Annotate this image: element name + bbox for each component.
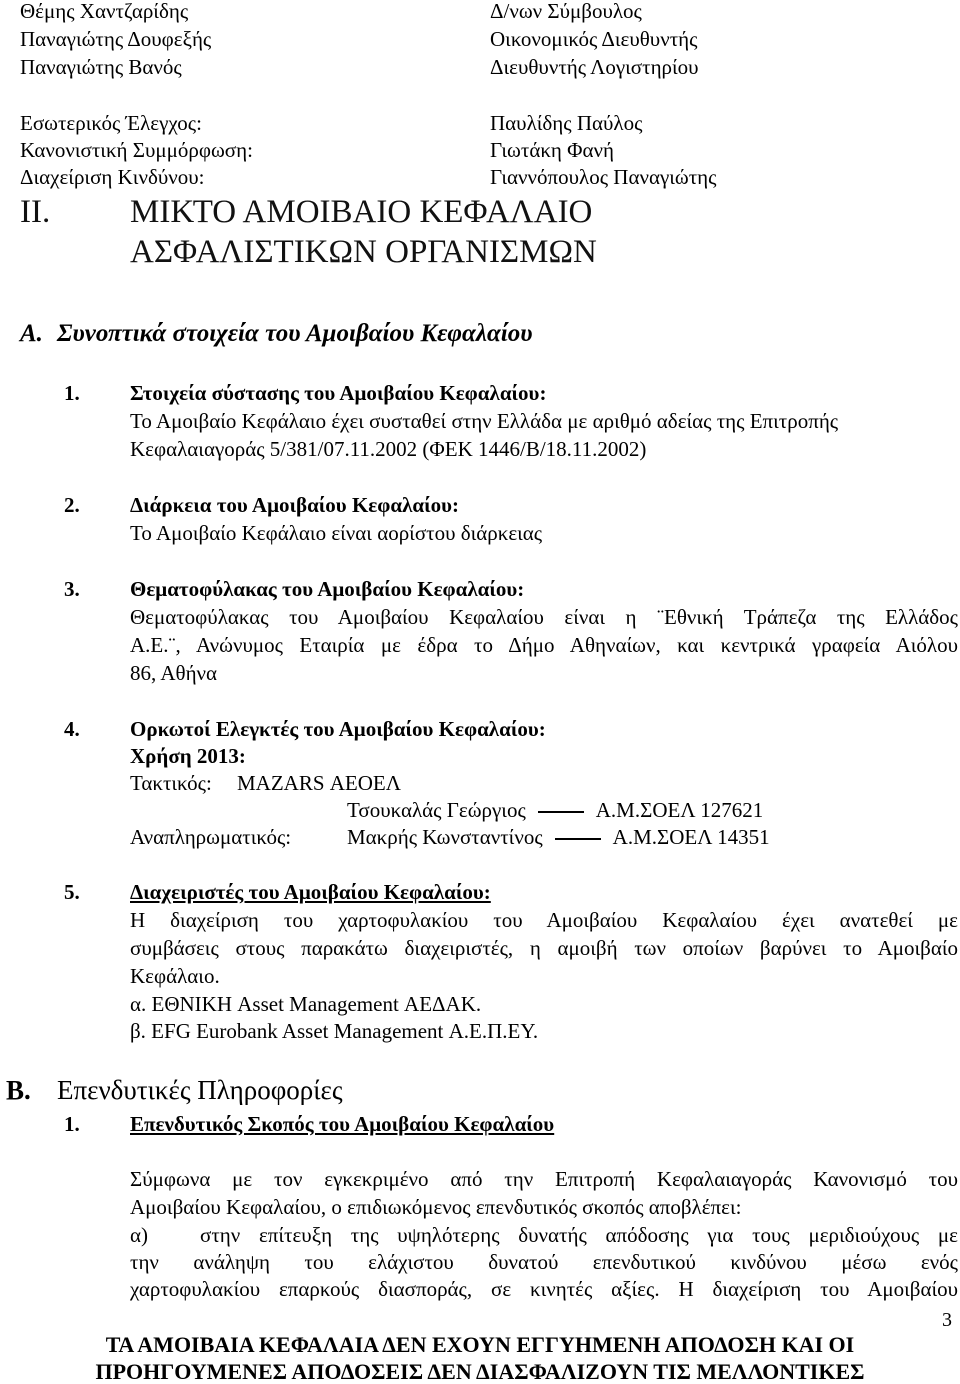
item3-line1: Θεματοφύλακας του Αμοιβαίου Κεφαλαίου είναι η ¨Εθνική Τράπεζα της Ελλάδος [130,605,958,629]
item2-number: 2. [64,493,80,517]
item5-number: 5. [64,880,80,904]
b1-a-line3: χαρτοφυλακίου επαρκούς διασποράς, σε κινητές αξίες. Η διαχείριση του Αμοιβαίου [130,1277,958,1301]
alternate-auditor-label: Αναπληρωματικός: [130,825,292,849]
alternate-auditor-name: Μακρής Κωνσταντίνος [347,825,543,849]
control-label-2: Κανονιστική Συμμόρφωση: [20,138,253,162]
item5-heading: Διαχειριστές του Αμοιβαίου Κεφαλαίου: [130,880,491,904]
section-ii-number: II. [20,194,51,230]
item3-number: 3. [64,577,80,601]
section-b-label: Β. [6,1075,31,1105]
control-label-1: Εσωτερικός Έλεγχος: [20,111,202,135]
control-person-1: Παυλίδης Παύλος [490,111,643,135]
footer-disclaimer-line2: ΠΡΟΗΓΟΥΜΕΝΕΣ ΑΠΟΔΟΣΕΙΣ ΔΕΝ ΔΙΑΣΦΑΛΙΖΟΥΝ ΤΙΣ ΜΕΛΛΟΝΤΙΚΕΣ [95,1359,865,1384]
item4-year: Χρήση 2013: [130,744,246,768]
item3-line3: 86, Αθήνα [130,661,218,685]
item1-heading: Στοιχεία σύστασης του Αμοιβαίου Κεφαλαίου: [130,381,547,405]
alternate-auditor-registration: Α.Μ.ΣΟΕΛ 14351 [612,825,770,849]
item1-number: 1. [64,381,80,405]
board-role-2: Οικονομικός Διευθυντής [490,27,698,51]
dash-separator [538,811,584,813]
section-ii-title-line2: ΑΣΦΑΛΙΣΤΙΚΩΝ ΟΡΓΑΝΙΣΜΩΝ [130,234,597,270]
regular-auditor-registration: Α.Μ.ΣΟΕΛ 127621 [595,798,764,822]
item5-line2: συμβάσεις στους παρακάτω διαχειριστές, η αμοιβή των οποίων βαρύνει το Αμοιβαίο [130,936,958,960]
board-role-3: Διευθυντής Λογιστηρίου [490,55,699,79]
item1-line2: Κεφαλαιαγοράς 5/381/07.11.2002 (ΦΕΚ 1446/Β/18.11.2002) [130,437,647,461]
page-number: 3 [942,1309,952,1331]
board-name-2: Παναγιώτης Δουφεξής [20,27,212,51]
control-person-2: Γιωτάκη Φανή [490,138,614,162]
regular-auditor-label: Τακτικός: [130,771,212,795]
regular-auditor-row [347,799,763,822]
item4-number: 4. [64,717,80,741]
b1-a-line2: την ανάληψη του ελάχιστου δυνατού επενδυτικού κινδύνου μέσω ενός [130,1250,958,1274]
alternate-auditor-row [347,826,770,849]
dash-separator [555,838,601,840]
item5-line1: Η διαχείριση του χαρτοφυλακίου του Αμοιβαίου Κεφαλαίου έχει ανατεθεί με [130,908,958,932]
b1-a-label: α) [130,1223,148,1247]
board-name-1: Θέμης Χαντζαρίδης [20,0,189,23]
board-role-1: Δ/νων Σύμβουλος [490,0,642,23]
item2-heading: Διάρκεια του Αμοιβαίου Κεφαλαίου: [130,493,460,517]
regular-auditor-firm: MAZARS ΑΕΟΕΛ [237,771,401,795]
regular-auditor-name: Τσουκαλάς Γεώργιος [347,798,526,822]
b1-line2: Αμοιβαίου Κεφαλαίου, ο επιδιωκόμενος επενδυτικός σκοπός αποβλέπει: [130,1195,742,1219]
item1-line1: Το Αμοιβαίο Κεφάλαιο έχει συσταθεί στην Ελλάδα με αριθμό αδείας της Επιτροπής [130,409,839,433]
item3-line2: Α.Ε.¨, Ανώνυμος Εταιρία με έδρα το Δήμο Αθηναίων, και κεντρικά γραφεία Αιόλου [130,633,958,657]
item3-heading: Θεματοφύλακας του Αμοιβαίου Κεφαλαίου: [130,577,525,601]
section-b-title: Επενδυτικές Πληροφορίες [57,1075,343,1105]
board-name-3: Παναγιώτης Βανός [20,55,182,79]
item5-line3: Κεφάλαιο. [130,964,220,988]
b1-line1: Σύμφωνα με τον εγκεκριμένο από την Επιτροπή Κεφαλαιαγοράς Κανονισμό του [130,1167,958,1191]
control-person-3: Γιαννόπουλος Παναγιώτης [490,165,717,189]
section-ii-title-line1: ΜΙΚΤΟ ΑΜΟΙΒΑΙΟ ΚΕΦΑΛΑΙΟ [130,194,593,230]
b1-a-line1: στην επίτευξη της υψηλότερης δυνατής απόδοσης για τους μεριδιούχους με [200,1223,958,1247]
footer-disclaimer-line1: ΤΑ ΑΜΟΙΒΑΙΑ ΚΕΦΑΛΑΙΑ ΔΕΝ ΕΧΟΥΝ ΕΓΓΥΗΜΕΝΗ ΑΠΟΔΟΣΗ ΚΑΙ ΟΙ [105,1332,855,1357]
subsection-a-label: Α. [20,320,43,347]
manager-b: β. EFG Eurobank Asset Management Α.Ε.Π.ΕΥ. [130,1019,539,1043]
manager-a: α. ΕΘΝΙΚΗ Asset Management ΑΕΔΑΚ. [130,992,482,1016]
item4-heading: Ορκωτοί Ελεγκτές του Αμοιβαίου Κεφαλαίου: [130,717,546,741]
item2-line1: Το Αμοιβαίο Κεφάλαιο είναι αορίστου διάρκειας [130,521,543,545]
subsection-a-title: Συνοπτικά στοιχεία του Αμοιβαίου Κεφαλαίου [57,320,533,347]
control-label-3: Διαχείριση Κινδύνου: [20,165,205,189]
b1-number: 1. [64,1112,80,1136]
b1-heading: Επενδυτικός Σκοπός του Αμοιβαίου Κεφαλαίου [130,1112,555,1136]
